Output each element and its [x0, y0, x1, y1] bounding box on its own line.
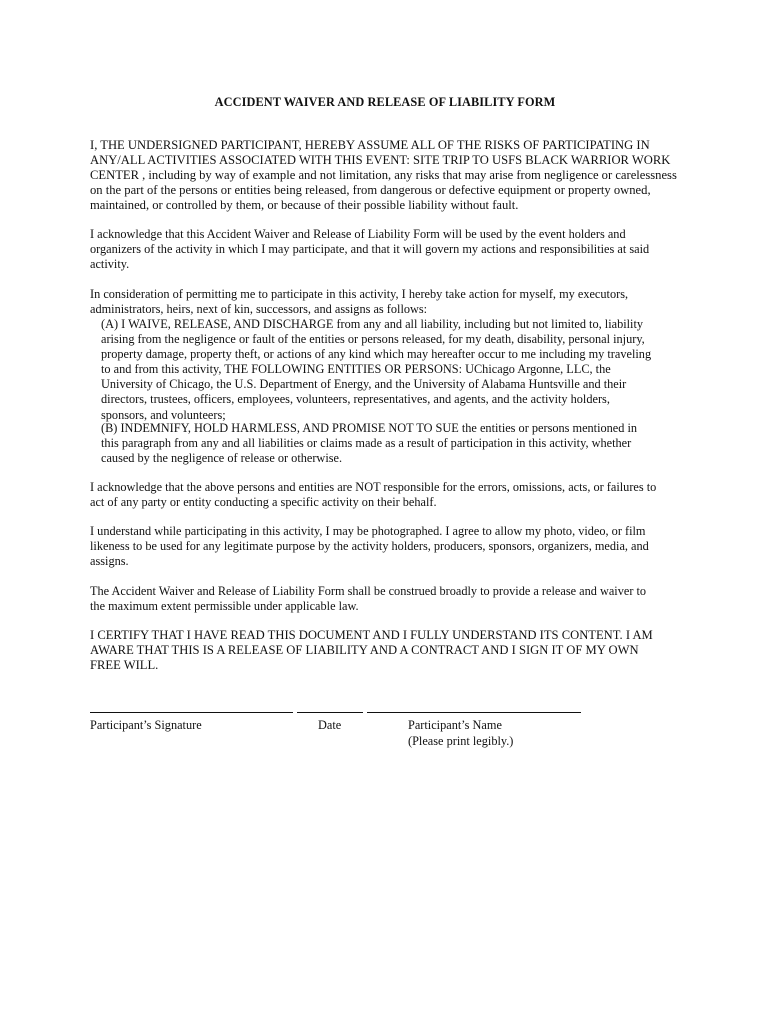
consideration-line: In consideration of permitting me to participate in this activity, I hereby take action for myself, my executors, — [90, 287, 629, 301]
waive-line: property damage, property theft, or actions of any kind which may hereafter occur to me including my traveling — [101, 347, 652, 362]
name-label: Participant’s Name — [408, 718, 502, 732]
date-label: Date — [318, 718, 342, 732]
construed-line: The Accident Waiver and Release of Liability Form shall be construed broadly to provide a release and waiver to — [90, 584, 647, 598]
not-responsible-line: act of any party or entity conducting a specific activity on their behalf. — [90, 495, 437, 510]
waive-line: to and from this activity, THE FOLLOWING ENTITIES OR PERSONS: UChicago Argonne, LLC, the — [101, 362, 611, 377]
indemnify-line: (B) INDEMNIFY, HOLD HARMLESS, AND PROMISE NOT TO SUE the entities or persons mentioned in — [101, 421, 638, 435]
waive-clause — [90, 317, 693, 423]
waive-line: directors, trustees, officers, employees, volunteers, representatives, and agents, and the activity holders, — [101, 392, 610, 407]
name-hint: (Please print legibly.) — [408, 734, 514, 748]
certify-line: I CERTIFY THAT I HAVE READ THIS DOCUMENT AND I FULLY UNDERSTAND ITS CONTENT. I AM — [90, 628, 653, 642]
certify-paragraph — [90, 628, 682, 673]
certify-line: FREE WILL. — [90, 658, 159, 673]
photo-line: assigns. — [90, 554, 129, 569]
waive-line: arising from the negligence or fault of the entities or persons released, for my death, disability, personal injury, — [101, 332, 645, 347]
intro-line: on the part of the persons or entities being released, from dangerous or defective equipment or property owned, — [90, 183, 651, 198]
signature-line[interactable] — [90, 712, 293, 713]
photo-line: I understand while participating in this activity, I may be photographed. I agree to allow my photo, video, or film — [90, 524, 646, 538]
intro-line: CENTER , including by way of example and not limitation, any risks that may arise from negligence or carelessness — [90, 168, 677, 183]
acknowledge-line: organizers of the activity in which I may participate, and that it will govern my actions and responsibilities at said — [90, 242, 650, 257]
photo-consent-paragraph — [90, 524, 682, 569]
not-responsible-paragraph — [90, 480, 682, 510]
waive-line: University of Chicago, the U.S. Department of Energy, and the University of Alabama Huntsville and their — [101, 377, 627, 392]
waive-line: (A) I WAIVE, RELEASE, AND DISCHARGE from any and all liability, including but not limited to, liability — [101, 317, 644, 331]
indemnify-line: this paragraph from any and all liabilities or claims made as a result of participation in this activity, whether — [101, 436, 632, 451]
acknowledge-line: I acknowledge that this Accident Waiver and Release of Liability Form will be used by the event holders and — [90, 227, 626, 241]
consideration-paragraph — [90, 287, 682, 317]
not-responsible-line: I acknowledge that the above persons and entities are NOT responsible for the errors, omissions, acts, or failures to — [90, 480, 657, 494]
construed-paragraph — [90, 584, 682, 614]
waive-line: sponsors, and volunteers; — [101, 407, 226, 422]
intro-paragraph — [90, 138, 682, 213]
consideration-line: administrators, heirs, next of kin, successors, and assigns as follows: — [90, 302, 428, 317]
intro-line: I, THE UNDERSIGNED PARTICIPANT, HEREBY ASSUME ALL OF THE RISKS OF PARTICIPATING IN — [90, 138, 650, 152]
certify-line: AWARE THAT THIS IS A RELEASE OF LIABILITY AND A CONTRACT AND I SIGN IT OF MY OWN — [90, 643, 639, 658]
form-title: ACCIDENT WAIVER AND RELEASE OF LIABILITY FORM — [214, 95, 556, 109]
signature-label: Participant’s Signature — [90, 718, 202, 732]
indemnify-clause — [90, 421, 693, 466]
construed-line: the maximum extent permissible under applicable law. — [90, 599, 359, 614]
intro-line: maintained, or controlled by them, or because of their possible liability without fault. — [90, 198, 519, 213]
indemnify-line: caused by the negligence of release or otherwise. — [101, 451, 343, 466]
acknowledge-line: activity. — [90, 257, 130, 272]
acknowledge-paragraph — [90, 227, 682, 272]
intro-line: ANY/ALL ACTIVITIES ASSOCIATED WITH THIS EVENT: SITE TRIP TO USFS BLACK WARRIOR WORK — [90, 153, 671, 168]
date-line[interactable] — [297, 712, 363, 713]
name-line[interactable] — [367, 712, 581, 713]
photo-line: likeness to be used for any legitimate purpose by the activity holders, producers, sponsors, organizers, media, and — [90, 539, 649, 554]
